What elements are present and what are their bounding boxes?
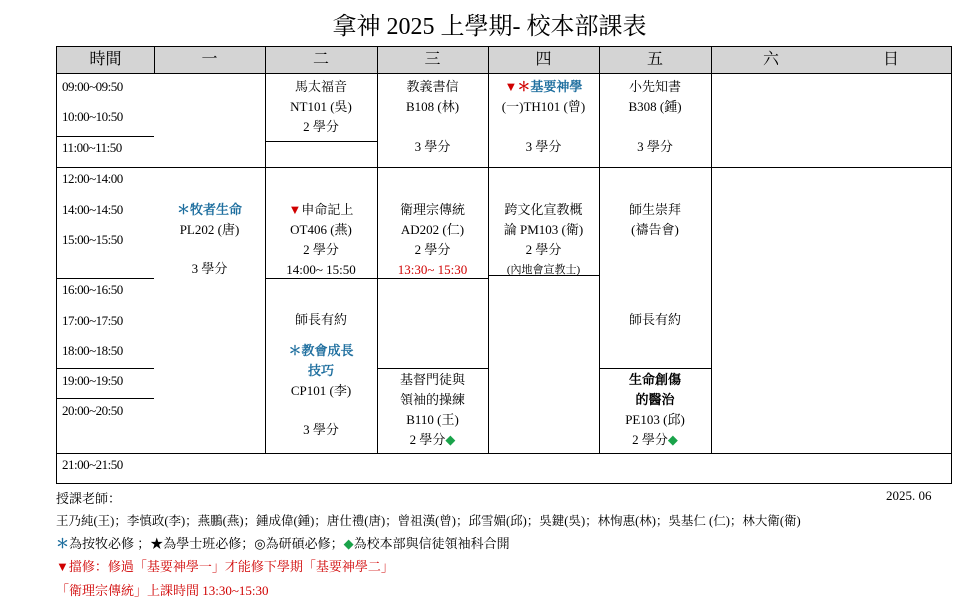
course-credits: 2 學分	[525, 242, 562, 257]
time-slot: 15:00~15:50	[62, 232, 123, 247]
divider	[57, 136, 154, 137]
course-block	[265, 77, 377, 137]
time-slot: 19:00~19:50	[62, 373, 123, 388]
legend-text: 為校本部與信徒領袖科合開	[353, 536, 510, 551]
course-block	[154, 200, 265, 240]
course-block	[377, 200, 488, 280]
teachers-label: 授課老師：	[56, 491, 122, 506]
office-hours: 師長有約	[294, 312, 347, 327]
divider	[57, 453, 951, 454]
course-code: PL202 (唐)	[179, 222, 240, 237]
course-name-line2: 技巧	[307, 363, 334, 378]
course-credits: 2 學分	[632, 432, 668, 447]
divider	[57, 167, 951, 168]
divider	[57, 368, 154, 369]
course-credits: 2 學分	[409, 432, 446, 447]
diamond-marker: ◆	[445, 432, 456, 447]
course-block	[265, 200, 377, 280]
course-note: (內地會宣教士)	[506, 264, 581, 276]
course-name-line2: 領袖的操練	[399, 392, 465, 407]
header-time: 時間	[89, 51, 122, 68]
divider	[57, 278, 154, 279]
course-code: (一)TH101 (曾)	[501, 99, 586, 114]
course-name: 牧者生命	[190, 202, 243, 217]
course-name-line1: 生命創傷	[628, 372, 681, 387]
course-name-line1: 跨文化宣教概	[504, 202, 583, 217]
course-credits: 2 學分	[303, 119, 339, 134]
course-name-line1: 基督門徒與	[399, 372, 465, 387]
course-name: 申命記上	[301, 202, 354, 217]
star-icon: ＊	[56, 536, 70, 551]
header-thu: 四	[535, 51, 552, 68]
time-slot: 11:00~11:50	[62, 140, 122, 155]
prerequisite-marker: ▼	[288, 202, 302, 217]
header-fri: 五	[646, 51, 663, 68]
course-name-line1: 教會成長	[301, 343, 354, 358]
course-name-line2: 論 PM103 (衛)	[503, 222, 584, 237]
diamond-icon: ◆	[343, 536, 354, 551]
page-title: 拿神 2025 上學期- 校本部課表	[332, 14, 647, 40]
course-name: 衛理宗傳統	[399, 202, 465, 217]
time-slot: 09:00~09:50	[62, 79, 123, 94]
course-block	[265, 341, 377, 401]
course-block	[377, 370, 488, 450]
course-code: CP101 (李)	[290, 383, 352, 398]
star-marker: ＊	[288, 343, 302, 358]
time-slot: 21:00~21:50	[62, 457, 123, 472]
time-note: 「衛理宗傳統」上課時間 13:30~15:30	[56, 583, 269, 598]
course-block	[599, 370, 711, 450]
prerequisite-star-marker: ▼＊	[504, 79, 531, 94]
course-block	[599, 77, 711, 117]
revision-date: 2025. 06	[886, 488, 932, 503]
star-marker: ＊	[176, 202, 190, 217]
time-slot: 10:00~10:50	[62, 109, 123, 124]
course-time: 13:30~ 15:30	[397, 262, 468, 277]
timetable	[56, 46, 952, 484]
course-code: OT406 (燕)	[290, 222, 352, 237]
course-credits: 3 學分	[637, 139, 673, 154]
header-mon: 一	[201, 51, 218, 68]
divider	[377, 368, 488, 369]
divider	[57, 73, 951, 74]
time-slot: 16:00~16:50	[62, 282, 123, 297]
diamond-marker: ◆	[667, 432, 678, 447]
course-credits: 2 學分	[414, 242, 451, 257]
course-time: 14:00~ 15:50	[286, 262, 356, 277]
time-slot: 17:00~17:50	[62, 313, 123, 328]
course-name-line2: 的醫治	[635, 392, 675, 407]
office-hours: 師長有約	[628, 312, 681, 327]
course-name: 馬太福音	[294, 79, 347, 94]
header-sat: 六	[762, 51, 779, 68]
time-slot: 20:00~20:50	[62, 403, 123, 418]
course-code: B108 (林)	[405, 99, 460, 114]
header-tue: 二	[312, 51, 329, 68]
teacher-list: 王乃純(王)；李慎政(李)；燕鵬(燕)；鍾成偉(鍾)；唐仕禮(唐)；曾祖漢(曾)；邱雪媚(邱)；吳鍵(吳)；林恂惠(林)；吳基仁 (仁)；林大衛(衛)	[56, 514, 801, 528]
course-name: 基要神學	[530, 79, 583, 94]
time-slot: 18:00~18:50	[62, 343, 123, 358]
course-code: B308 (鍾)	[628, 99, 682, 114]
time-slot: 14:00~14:50	[62, 202, 123, 217]
course-code: PE103 (邱)	[625, 412, 685, 427]
divider	[711, 47, 712, 453]
course-credits: 3 學分	[525, 139, 562, 154]
course-credits: 3 學分	[303, 422, 339, 437]
divider	[265, 141, 377, 142]
header-sun: 日	[882, 51, 899, 68]
course-block	[488, 200, 599, 280]
header-wed: 三	[424, 51, 441, 68]
worship-line1: 師生崇拜	[628, 202, 681, 217]
course-block	[488, 77, 599, 117]
time-slot: 12:00~14:00	[62, 171, 123, 186]
prerequisite-note: ▼擋修：修過「基要神學一」才能修下學期「基要神學二」	[56, 559, 394, 574]
divider	[599, 368, 711, 369]
course-credits: 3 學分	[191, 261, 228, 276]
course-credits: 3 學分	[414, 139, 451, 154]
worship-line2: (禱告會)	[631, 222, 679, 237]
course-name: 小先知書	[628, 79, 681, 94]
course-block	[377, 77, 488, 117]
course-code: B110 (王)	[406, 412, 459, 427]
divider	[154, 47, 155, 73]
divider	[57, 398, 154, 399]
course-name: 教義書信	[406, 79, 459, 94]
legend	[56, 533, 510, 552]
course-code: AD202 (仁)	[400, 222, 465, 237]
course-block	[599, 200, 711, 240]
course-credits: 2 學分	[303, 242, 339, 257]
course-code: NT101 (吳)	[290, 99, 352, 114]
legend-text: 為按牧必修 ；★為學士班必修；◎為研碩必修；	[69, 536, 344, 551]
